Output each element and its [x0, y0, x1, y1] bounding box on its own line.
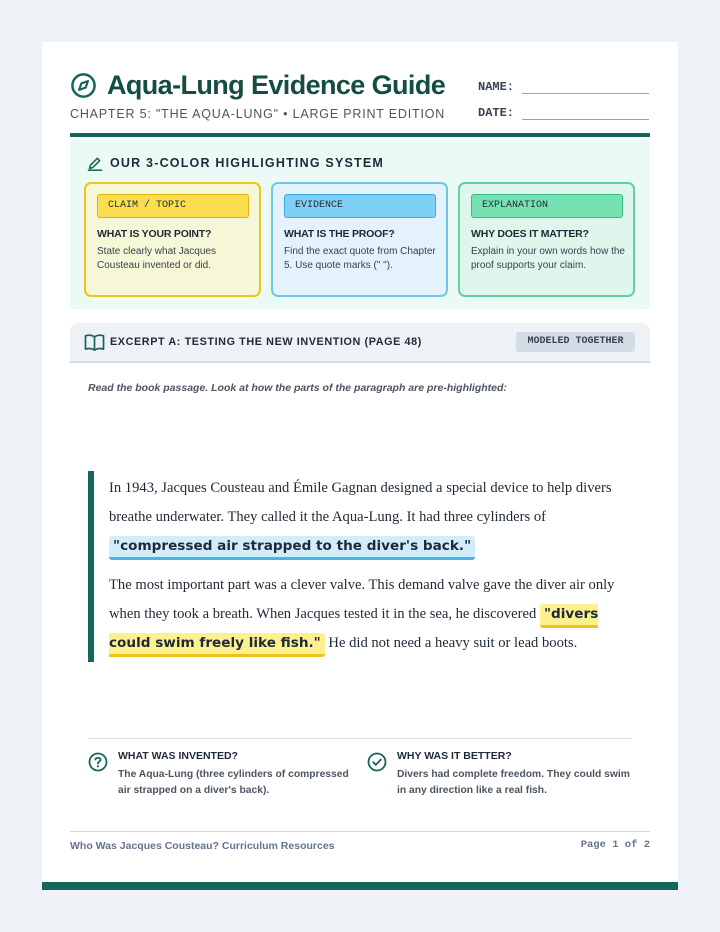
open-book-icon	[84, 333, 105, 352]
explanation-card	[458, 182, 635, 297]
invented-text: The Aqua-Lung (three cylinders of compressed air strapped on a diver's back).	[118, 769, 349, 796]
date-input-line[interactable]	[522, 106, 649, 120]
name-input-line[interactable]	[522, 80, 649, 94]
claim-tag: CLAIM / TOPIC	[97, 194, 249, 218]
invented-heading: WHAT WAS INVENTED?	[118, 750, 238, 762]
explanation-description: Explain in your own words how the proof supports your claim.	[471, 246, 625, 271]
paragraph-2-after: He did not need a heavy suit or lead boots.	[328, 635, 578, 651]
passage-paragraph-1	[109, 474, 641, 561]
passage-paragraph-2	[109, 571, 641, 658]
excerpt-title: EXCERPT A: TESTING THE NEW INVENTION (PAGE 48)	[110, 336, 422, 348]
claim-description: State clearly what Jacques Cousteau invented or did.	[97, 246, 216, 271]
evidence-card	[271, 182, 448, 297]
claim-card	[84, 182, 261, 297]
claim-highlight: "divers could swim freely like fish."	[109, 604, 598, 657]
worksheet-page	[42, 42, 678, 890]
passage-accent-bar	[88, 471, 94, 662]
name-label: NAME:	[478, 80, 515, 94]
page-title: Aqua-Lung Evidence Guide	[107, 70, 446, 100]
compass-icon	[70, 72, 97, 99]
better-heading: WHY WAS IT BETTER?	[397, 750, 512, 762]
explanation-question: WHY DOES IT MATTER?	[471, 228, 589, 240]
paragraph-2-text: The most important part was a clever valve. This demand valve gave the diver air only when they took a breath. When Jacques tested it in the sea, he discovered	[109, 577, 615, 622]
date-label: DATE:	[478, 106, 515, 120]
claim-question: WHAT IS YOUR POINT?	[97, 228, 212, 240]
paragraph-1-text: In 1943, Jacques Cousteau and Émile Gagnan designed a special device to help divers breathe underwater. They called it the Aqua-Lung. It had three cylinders of	[109, 480, 612, 525]
page-subtitle: CHAPTER 5: "THE AQUA-LUNG" • LARGE PRINT EDITION	[70, 107, 446, 121]
pen-icon	[86, 154, 104, 172]
page-number: Page 1 of 2	[580, 839, 650, 851]
header-divider	[70, 133, 650, 137]
system-title: OUR 3-COLOR HIGHLIGHTING SYSTEM	[110, 156, 385, 170]
explanation-tag: EXPLANATION	[471, 194, 623, 218]
modeled-badge: MODELED TOGETHER	[516, 332, 635, 352]
summary-divider	[88, 738, 632, 739]
excerpt-header	[70, 323, 650, 363]
evidence-tag: EVIDENCE	[284, 194, 436, 218]
check-circle-icon	[367, 752, 387, 772]
footer-source: Who Was Jacques Cousteau? Curriculum Resources	[70, 840, 335, 852]
question-circle-icon	[88, 752, 108, 772]
title-row	[70, 70, 445, 101]
date-field	[478, 106, 649, 120]
highlighting-system-panel	[70, 139, 650, 309]
evidence-description: Find the exact quote from Chapter 5. Use quote marks (" ").	[284, 246, 436, 271]
evidence-highlight: "compressed air strapped to the diver's back."	[109, 536, 475, 560]
evidence-question: WHAT IS THE PROOF?	[284, 228, 395, 240]
better-text: Divers had complete freedom. They could swim in any direction like a real fish.	[397, 769, 630, 796]
book-passage	[109, 474, 641, 668]
footer-divider	[70, 831, 650, 832]
name-field	[478, 80, 649, 94]
bottom-accent-bar	[42, 882, 678, 890]
system-heading	[86, 154, 384, 172]
excerpt-instruction: Read the book passage. Look at how the parts of the paragraph are pre-highlighted:	[88, 382, 507, 394]
